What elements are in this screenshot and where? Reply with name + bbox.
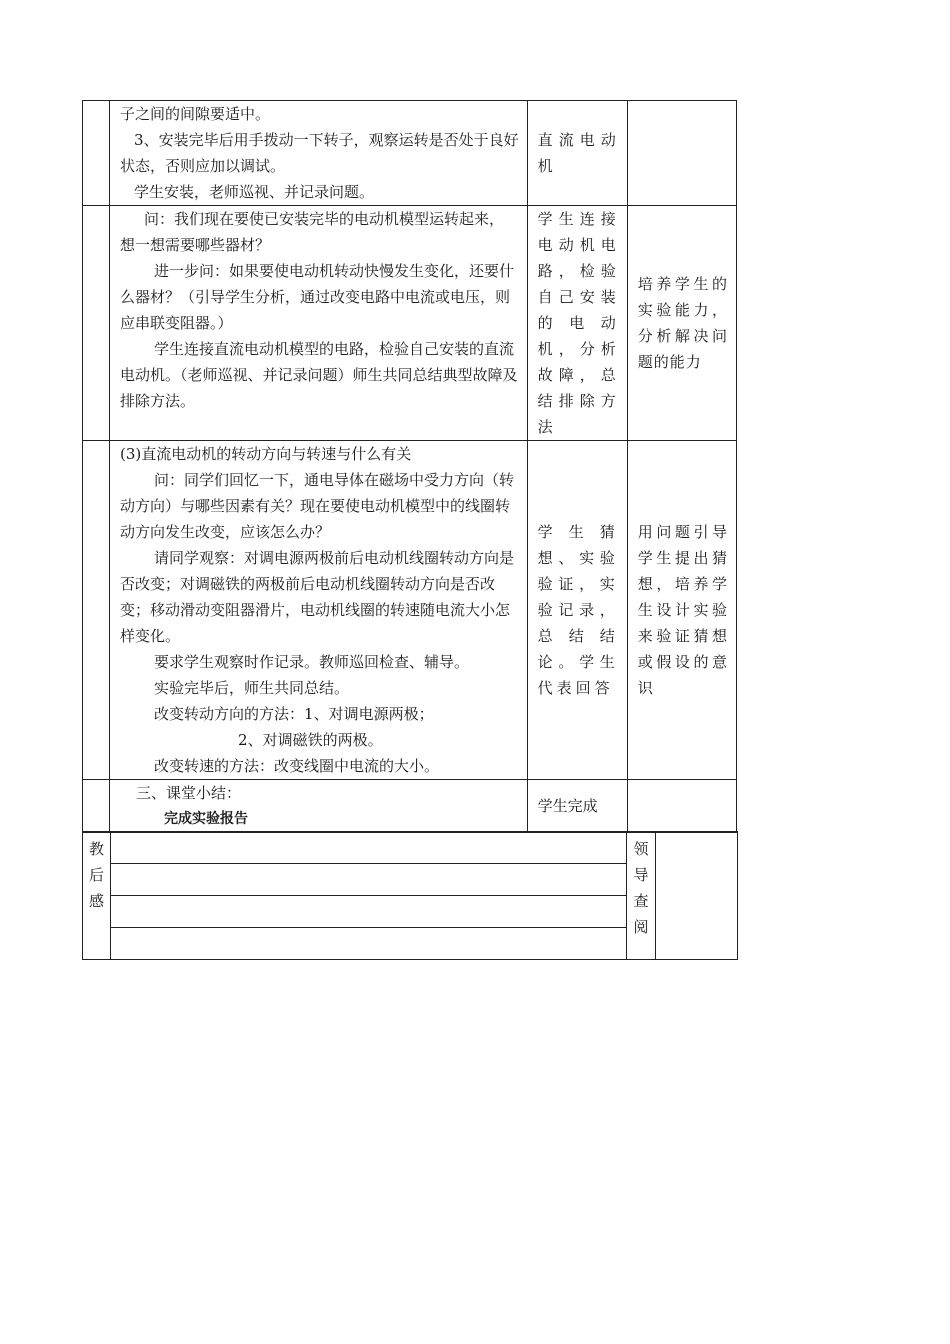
content-line: 问：我们现在要使已安装完毕的电动机模型运转起来，想一想需要哪些器材？ <box>120 210 505 254</box>
activity-text: 直流电动机 <box>537 131 619 175</box>
row-label-cell <box>83 101 110 206</box>
activity-cell <box>527 441 627 780</box>
review-signature-cell[interactable] <box>656 832 738 960</box>
content-line: 改变转动方向的方法：1、对调电源两极； <box>154 705 434 723</box>
purpose-cell <box>627 206 736 441</box>
purpose-text: 培养学生的实验能力，分析解决问题的能力 <box>637 275 728 371</box>
content-line: (3)直流电动机的转动方向与转速与什么有关 <box>120 445 412 463</box>
activity-cell <box>527 101 627 206</box>
activity-text: 学生猜想、实验验证，实验记录，总结结论。学生代表回答 <box>537 523 619 697</box>
activity-text: 学生完成 <box>537 797 598 815</box>
lesson-plan-table <box>82 100 737 833</box>
reflection-label-text: 教后感 <box>88 840 104 910</box>
purpose-cell <box>627 441 736 780</box>
content-line: 问：同学们回忆一下，通电导体在磁场中受力方向（转动方向）与哪些因素有关？现在要使电动机模型中的线圈转动方向发生改变，应该怎么办？ <box>120 471 515 541</box>
content-line: 3、安装完毕后用手拨动一下转子，观察运转是否处于良好状态，否则应加以调试。 <box>120 131 519 175</box>
main-content-cell <box>110 441 528 780</box>
content-line: 请同学观察：对调电源两极前后电动机线圈转动方向是否改变；对调磁铁的两极前后电动机线圈转动方向是否改变；移动滑动变阻器滑片，电动机线圈的转速随电流大小怎样变化。 <box>120 549 515 645</box>
row-label-cell <box>83 206 110 441</box>
content-line: 改变转速的方法：改变线圈中电流的大小。 <box>154 757 440 775</box>
summary-heading: 三、课堂小结： <box>136 784 242 802</box>
reflection-label <box>83 832 111 960</box>
table-row <box>83 206 737 441</box>
row-label-cell <box>83 441 110 780</box>
review-label <box>627 832 656 960</box>
content-line: 2、对调磁铁的两极。 <box>238 731 383 749</box>
reflection-line[interactable] <box>111 896 627 928</box>
reflection-line[interactable] <box>111 864 627 896</box>
main-content-cell <box>110 101 528 206</box>
content-line: 要求学生观察时作记录。教师巡回检查、辅导。 <box>154 653 470 671</box>
reflection-line[interactable] <box>111 928 627 960</box>
activity-cell <box>527 780 627 833</box>
row-label-cell <box>83 780 110 833</box>
activity-cell <box>527 206 627 441</box>
summary-text: 完成实验报告 <box>164 811 249 827</box>
purpose-text: 用问题引导学生提出猜想，培养学生设计实验来验证猜想或假设的意识 <box>637 523 728 697</box>
activity-text: 学生连接电动机电路，检验自己安装的电动机，分析故障，总结排除方法 <box>537 210 619 436</box>
main-content-cell <box>110 780 528 833</box>
reflection-line[interactable] <box>111 832 627 864</box>
purpose-cell <box>627 780 736 833</box>
content-line: 学生连接直流电动机模型的电路，检验自己安装的直流电动机。（老师巡视、并记录问题）师生共同总结典型故障及排除方法。 <box>120 340 518 410</box>
table-row <box>83 780 737 833</box>
content-line: 实验完毕后，师生共同总结。 <box>154 679 350 697</box>
content-line: 进一步问：如果要使电动机转动快慢发生变化，还要什么器材？（引导学生分析，通过改变电路中电流或电压，则应串联变阻器。） <box>120 262 515 332</box>
purpose-cell <box>627 101 736 206</box>
review-label-text: 领导查阅 <box>633 840 649 936</box>
reflection-table <box>82 831 738 960</box>
content-line: 子之间的间隙要适中。 <box>120 105 271 123</box>
table-row <box>83 101 737 206</box>
main-content-cell <box>110 206 528 441</box>
content-line: 学生安装，老师巡视、并记录问题。 <box>134 183 375 201</box>
table-row <box>83 441 737 780</box>
